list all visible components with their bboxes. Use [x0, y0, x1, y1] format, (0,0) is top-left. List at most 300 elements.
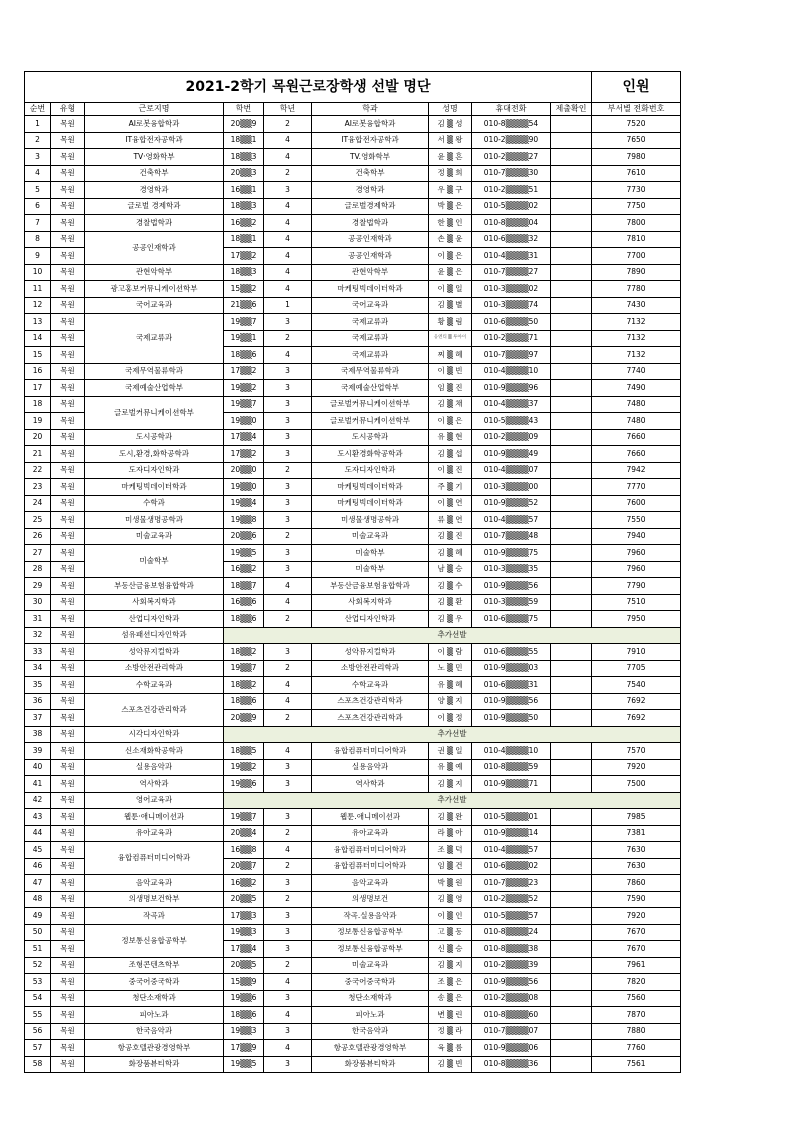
- department-phone: 7670: [592, 941, 681, 958]
- row-number: 28: [25, 561, 51, 578]
- department: 국제무역물류학과: [312, 363, 429, 380]
- row-type: 목원: [51, 561, 85, 578]
- student-id: 15▒▒9: [224, 974, 264, 991]
- submission-check: [551, 743, 592, 760]
- table-row: [25, 198, 681, 215]
- student-name: 손 ▒ 윤: [429, 231, 472, 248]
- table-row: [25, 528, 681, 545]
- student-name: 김 ▒ 우: [429, 611, 472, 628]
- table-row: [25, 842, 681, 859]
- department-phone: 7560: [592, 990, 681, 1007]
- row-type: 목원: [51, 396, 85, 413]
- student-id: 19▒▒3: [224, 1023, 264, 1040]
- workplace: 실용음악과: [85, 759, 224, 776]
- submission-check: [551, 759, 592, 776]
- mobile-phone: 010-6▒▒▒▒55: [472, 644, 551, 661]
- submission-check: [551, 231, 592, 248]
- mobile-phone: 010-9▒▒▒▒03: [472, 660, 551, 677]
- department-phone: 7610: [592, 165, 681, 182]
- student-id: 18▒▒7: [224, 578, 264, 595]
- mobile-phone: 010-4▒▒▒▒57: [472, 512, 551, 529]
- mobile-phone: 010-5▒▒▒▒43: [472, 413, 551, 430]
- department-phone: 7961: [592, 957, 681, 974]
- row-type: 목원: [51, 627, 85, 644]
- mobile-phone: 010-9▒▒▒▒50: [472, 710, 551, 727]
- grade: 3: [264, 479, 312, 496]
- row-type: 목원: [51, 1007, 85, 1024]
- student-name: 김 ▒ 영: [429, 891, 472, 908]
- student-id: 19▒▒7: [224, 396, 264, 413]
- workplace: 피아노과: [85, 1007, 224, 1024]
- student-id: 16▒▒2: [224, 561, 264, 578]
- student-name: 이 ▒ 일: [429, 281, 472, 298]
- student-name: 윤 ▒ 은: [429, 264, 472, 281]
- table-row: [25, 611, 681, 628]
- student-name: 권 ▒ 일: [429, 743, 472, 760]
- table-row: [25, 644, 681, 661]
- table-row: [25, 314, 681, 331]
- grade: 4: [264, 347, 312, 364]
- mobile-phone: 010-5▒▒▒▒02: [472, 198, 551, 215]
- row-number: 53: [25, 974, 51, 991]
- workplace: 미술교육과: [85, 528, 224, 545]
- student-id: 19▒▒5: [224, 1056, 264, 1073]
- grade: 2: [264, 116, 312, 133]
- column-header: 휴대전화: [472, 103, 551, 116]
- grade: 3: [264, 776, 312, 793]
- row-number: 43: [25, 809, 51, 826]
- department: 한국음악과: [312, 1023, 429, 1040]
- table-row: [25, 809, 681, 826]
- workplace: 정보통신융합공학부: [85, 924, 224, 957]
- department: 미술교육과: [312, 957, 429, 974]
- workplace: 경영학과: [85, 182, 224, 199]
- student-name: 신 ▒ 승: [429, 941, 472, 958]
- column-header: 근로지명: [85, 103, 224, 116]
- row-number: 7: [25, 215, 51, 232]
- student-name: 이 ▒ 인: [429, 908, 472, 925]
- workplace: 융합컴퓨터미디어학과: [85, 842, 224, 875]
- student-name: 고 ▒ 동: [429, 924, 472, 941]
- table-row: [25, 957, 681, 974]
- row-type: 목원: [51, 479, 85, 496]
- mobile-phone: 010-6▒▒▒▒50: [472, 314, 551, 331]
- grade: 3: [264, 941, 312, 958]
- department: 스포츠건강관리학과: [312, 710, 429, 727]
- student-id: 17▒▒3: [224, 908, 264, 925]
- department: 유아교육과: [312, 825, 429, 842]
- grade: 4: [264, 215, 312, 232]
- department-phone: 7950: [592, 611, 681, 628]
- table-row: [25, 776, 681, 793]
- student-name: 정 ▒ 라: [429, 1023, 472, 1040]
- row-number: 32: [25, 627, 51, 644]
- grade: 3: [264, 314, 312, 331]
- table-row: [25, 891, 681, 908]
- student-id: 19▒▒2: [224, 759, 264, 776]
- grade: 2: [264, 660, 312, 677]
- row-number: 55: [25, 1007, 51, 1024]
- grade: 2: [264, 957, 312, 974]
- department: 공공인재학과: [312, 248, 429, 265]
- row-type: 목원: [51, 380, 85, 397]
- grade: 4: [264, 1007, 312, 1024]
- student-id: 17▒▒2: [224, 363, 264, 380]
- student-name: 황 ▒ 림: [429, 314, 472, 331]
- department: 수학교육과: [312, 677, 429, 694]
- department-phone: 7860: [592, 875, 681, 892]
- workplace: 역사학과: [85, 776, 224, 793]
- row-type: 목원: [51, 528, 85, 545]
- grade: 3: [264, 908, 312, 925]
- department-phone: 7760: [592, 1040, 681, 1057]
- workplace: 작곡과: [85, 908, 224, 925]
- student-id: 16▒▒6: [224, 594, 264, 611]
- row-type: 목원: [51, 1040, 85, 1057]
- row-number: 11: [25, 281, 51, 298]
- submission-check: [551, 875, 592, 892]
- workplace: 마케팅빅데이터학과: [85, 479, 224, 496]
- student-id: 20▒▒9: [224, 116, 264, 133]
- table-row: [25, 512, 681, 529]
- table-row: [25, 1023, 681, 1040]
- row-type: 목원: [51, 957, 85, 974]
- department-phone: 7980: [592, 149, 681, 166]
- grade: 4: [264, 677, 312, 694]
- row-type: 목원: [51, 1023, 85, 1040]
- row-type: 목원: [51, 660, 85, 677]
- workplace: 사회복지학과: [85, 594, 224, 611]
- grade: 4: [264, 149, 312, 166]
- mobile-phone: 010-2▒▒▒▒27: [472, 149, 551, 166]
- grade: 3: [264, 495, 312, 512]
- row-number: 20: [25, 429, 51, 446]
- student-id: 15▒▒2: [224, 281, 264, 298]
- row-number: 24: [25, 495, 51, 512]
- workplace: 도시공학과: [85, 429, 224, 446]
- student-id: 20▒▒5: [224, 891, 264, 908]
- department: 음악교육과: [312, 875, 429, 892]
- student-id: 19▒▒7: [224, 809, 264, 826]
- submission-check: [551, 776, 592, 793]
- department-phone: 7960: [592, 545, 681, 562]
- mobile-phone: 010-8▒▒▒▒54: [472, 116, 551, 133]
- department: 국제교류과: [312, 347, 429, 364]
- grade: 2: [264, 858, 312, 875]
- department: IT융합전자공학과: [312, 132, 429, 149]
- row-number: 36: [25, 693, 51, 710]
- row-type: 목원: [51, 710, 85, 727]
- row-type: 목원: [51, 875, 85, 892]
- department: 경찰법학과: [312, 215, 429, 232]
- mobile-phone: 010-4▒▒▒▒10: [472, 743, 551, 760]
- row-number: 46: [25, 858, 51, 875]
- grade: 4: [264, 693, 312, 710]
- department-phone: 7510: [592, 594, 681, 611]
- submission-check: [551, 561, 592, 578]
- mobile-phone: 010-4▒▒▒▒37: [472, 396, 551, 413]
- student-name: 김 ▒ 빈: [429, 1056, 472, 1073]
- submission-check: [551, 594, 592, 611]
- table-row: [25, 363, 681, 380]
- department: 중국어중국학과: [312, 974, 429, 991]
- submission-check: [551, 363, 592, 380]
- department-phone: 7132: [592, 330, 681, 347]
- department: 마케팅빅데이터학과: [312, 281, 429, 298]
- submission-check: [551, 660, 592, 677]
- student-name: 주 ▒ 기: [429, 479, 472, 496]
- row-number: 19: [25, 413, 51, 430]
- department: 웹툰.애니메이션과: [312, 809, 429, 826]
- row-number: 16: [25, 363, 51, 380]
- mobile-phone: 010-3▒▒▒▒59: [472, 594, 551, 611]
- grade: 4: [264, 974, 312, 991]
- student-id: 19▒▒6: [224, 776, 264, 793]
- student-name: 이 ▒ 정: [429, 710, 472, 727]
- department-phone: 7820: [592, 974, 681, 991]
- department: AI로봇융합학과: [312, 116, 429, 133]
- student-name: 송 ▒ 은: [429, 990, 472, 1007]
- column-header: 학번: [224, 103, 264, 116]
- additional-selection-note: 추가선발: [224, 726, 681, 743]
- row-number: 49: [25, 908, 51, 925]
- student-id: 16▒▒2: [224, 875, 264, 892]
- row-type: 목원: [51, 198, 85, 215]
- student-name: 우 ▒ 구: [429, 182, 472, 199]
- mobile-phone: 010-8▒▒▒▒36: [472, 1056, 551, 1073]
- row-number: 2: [25, 132, 51, 149]
- row-number: 35: [25, 677, 51, 694]
- student-name: 김 ▒ 지: [429, 776, 472, 793]
- table-row: [25, 429, 681, 446]
- submission-check: [551, 693, 592, 710]
- submission-check: [551, 644, 592, 661]
- department-phone: 7132: [592, 347, 681, 364]
- student-id: 18▒▒6: [224, 1007, 264, 1024]
- department: 융합컴퓨터미디어학과: [312, 858, 429, 875]
- additional-selection-note: 추가선발: [224, 792, 681, 809]
- department: 화장품뷰티학과: [312, 1056, 429, 1073]
- department: 작곡.실용음악과: [312, 908, 429, 925]
- department: 미생물생명공학과: [312, 512, 429, 529]
- department: 역사학과: [312, 776, 429, 793]
- mobile-phone: 010-8▒▒▒▒38: [472, 941, 551, 958]
- mobile-phone: 010-3▒▒▒▒74: [472, 297, 551, 314]
- student-id: 19▒▒2: [224, 380, 264, 397]
- department: 미술교육과: [312, 528, 429, 545]
- student-id: 18▒▒6: [224, 611, 264, 628]
- table-row: [25, 660, 681, 677]
- row-number: 25: [25, 512, 51, 529]
- grade: 4: [264, 594, 312, 611]
- grade: 3: [264, 512, 312, 529]
- department-phone: 7540: [592, 677, 681, 694]
- sheet-title-right: 인원: [592, 72, 681, 103]
- column-header: 학년: [264, 103, 312, 116]
- workplace: 스포츠건강관리학과: [85, 693, 224, 726]
- department-phone: 7870: [592, 1007, 681, 1024]
- submission-check: [551, 446, 592, 463]
- row-type: 목원: [51, 495, 85, 512]
- student-name: 김 ▒ 완: [429, 809, 472, 826]
- student-name: 이 ▒ 빈: [429, 363, 472, 380]
- workplace: 신소재화학공학과: [85, 743, 224, 760]
- student-id: 18▒▒1: [224, 231, 264, 248]
- submission-check: [551, 396, 592, 413]
- department-phone: 7600: [592, 495, 681, 512]
- department-phone: 7920: [592, 759, 681, 776]
- row-type: 목원: [51, 759, 85, 776]
- department-phone: 7490: [592, 380, 681, 397]
- table-row: [25, 1040, 681, 1057]
- grade: 3: [264, 380, 312, 397]
- sheet-title: 2021-2학기 목원근로장학생 선발 명단: [25, 72, 592, 103]
- submission-check: [551, 924, 592, 941]
- student-name: 김 ▒ 지: [429, 957, 472, 974]
- table-row: [25, 990, 681, 1007]
- department-phone: 7670: [592, 924, 681, 941]
- department: 도자디자인학과: [312, 462, 429, 479]
- mobile-phone: 010-8▒▒▒▒24: [472, 924, 551, 941]
- table-row: [25, 627, 681, 644]
- submission-check: [551, 479, 592, 496]
- row-number: 1: [25, 116, 51, 133]
- mobile-phone: 010-7▒▒▒▒23: [472, 875, 551, 892]
- submission-check: [551, 908, 592, 925]
- student-id: 19▒▒6: [224, 990, 264, 1007]
- department: 산업디자인학과: [312, 611, 429, 628]
- department-phone: 7550: [592, 512, 681, 529]
- submission-check: [551, 314, 592, 331]
- submission-check: [551, 264, 592, 281]
- submission-check: [551, 825, 592, 842]
- student-id: 18▒▒3: [224, 264, 264, 281]
- grade: 2: [264, 528, 312, 545]
- department-phone: 7940: [592, 528, 681, 545]
- submission-check: [551, 677, 592, 694]
- row-type: 목원: [51, 776, 85, 793]
- workplace: 의생명보건학부: [85, 891, 224, 908]
- grade: 2: [264, 330, 312, 347]
- workplace: 항공호텔관광경영학부: [85, 1040, 224, 1057]
- mobile-phone: 010-4▒▒▒▒10: [472, 363, 551, 380]
- grade: 4: [264, 578, 312, 595]
- mobile-phone: 010-2▒▒▒▒51: [472, 182, 551, 199]
- table-row: [25, 974, 681, 991]
- submission-check: [551, 842, 592, 859]
- submission-check: [551, 248, 592, 265]
- department-phone: 7780: [592, 281, 681, 298]
- student-id: 16▒▒2: [224, 215, 264, 232]
- mobile-phone: 010-9▒▒▒▒52: [472, 495, 551, 512]
- row-number: 39: [25, 743, 51, 760]
- department-phone: 7730: [592, 182, 681, 199]
- table-row: [25, 677, 681, 694]
- student-name: 유 ▒ 예: [429, 759, 472, 776]
- department: 스포츠건강관리학과: [312, 693, 429, 710]
- grade: 3: [264, 809, 312, 826]
- department-phone: 7480: [592, 413, 681, 430]
- row-number: 47: [25, 875, 51, 892]
- department: 국제예술산업학부: [312, 380, 429, 397]
- department-phone: 7630: [592, 842, 681, 859]
- mobile-phone: 010-7▒▒▒▒97: [472, 347, 551, 364]
- row-number: 37: [25, 710, 51, 727]
- student-id: 20▒▒6: [224, 528, 264, 545]
- row-type: 목원: [51, 363, 85, 380]
- mobile-phone: 010-4▒▒▒▒57: [472, 842, 551, 859]
- workplace: 글로벌커뮤니케이션학부: [85, 396, 224, 429]
- mobile-phone: 010-2▒▒▒▒08: [472, 990, 551, 1007]
- row-number: 44: [25, 825, 51, 842]
- department-phone: 7810: [592, 231, 681, 248]
- table-row: [25, 215, 681, 232]
- student-id: 20▒▒3: [224, 165, 264, 182]
- mobile-phone: 010-5▒▒▒▒01: [472, 809, 551, 826]
- student-id: 16▒▒8: [224, 842, 264, 859]
- row-type: 목원: [51, 347, 85, 364]
- row-type: 목원: [51, 611, 85, 628]
- row-type: 목원: [51, 297, 85, 314]
- grade: 3: [264, 875, 312, 892]
- student-name: 김 ▒ 섭: [429, 446, 472, 463]
- workplace: 산업디자인학과: [85, 611, 224, 628]
- department: 공공인재학과: [312, 231, 429, 248]
- student-id: 19▒▒1: [224, 330, 264, 347]
- table-row: [25, 380, 681, 397]
- table-row: [25, 132, 681, 149]
- grade: 4: [264, 743, 312, 760]
- column-header: 제출확인: [551, 103, 592, 116]
- header-row: [25, 103, 681, 116]
- row-number: 23: [25, 479, 51, 496]
- student-name: 김 ▒ 수: [429, 578, 472, 595]
- row-number: 4: [25, 165, 51, 182]
- row-type: 목원: [51, 908, 85, 925]
- department-phone: 7480: [592, 396, 681, 413]
- student-id: 18▒▒1: [224, 132, 264, 149]
- row-number: 38: [25, 726, 51, 743]
- column-header: 학과: [312, 103, 429, 116]
- table-row: [25, 182, 681, 199]
- department: 글로벌커뮤니케이션학부: [312, 413, 429, 430]
- workplace: 건축학부: [85, 165, 224, 182]
- grade: 3: [264, 363, 312, 380]
- workplace: 공공인재학과: [85, 231, 224, 264]
- grade: 1: [264, 297, 312, 314]
- table-row: [25, 693, 681, 710]
- department-phone: 7561: [592, 1056, 681, 1073]
- department: 청단소재학과: [312, 990, 429, 1007]
- row-type: 목원: [51, 545, 85, 562]
- table-row: [25, 149, 681, 166]
- row-type: 목원: [51, 792, 85, 809]
- table-row: [25, 281, 681, 298]
- table-row: [25, 1056, 681, 1073]
- workplace: 국제교류과: [85, 314, 224, 364]
- student-id: 19▒▒8: [224, 512, 264, 529]
- workplace: 성악뮤지컬학과: [85, 644, 224, 661]
- table-row: [25, 462, 681, 479]
- department: 국제교류과: [312, 314, 429, 331]
- submission-check: [551, 891, 592, 908]
- row-type: 목원: [51, 809, 85, 826]
- submission-check: [551, 495, 592, 512]
- student-name: 류 ▒ 연: [429, 512, 472, 529]
- department: 정보통신융합공학부: [312, 924, 429, 941]
- row-number: 42: [25, 792, 51, 809]
- student-name: 이 ▒ 람: [429, 644, 472, 661]
